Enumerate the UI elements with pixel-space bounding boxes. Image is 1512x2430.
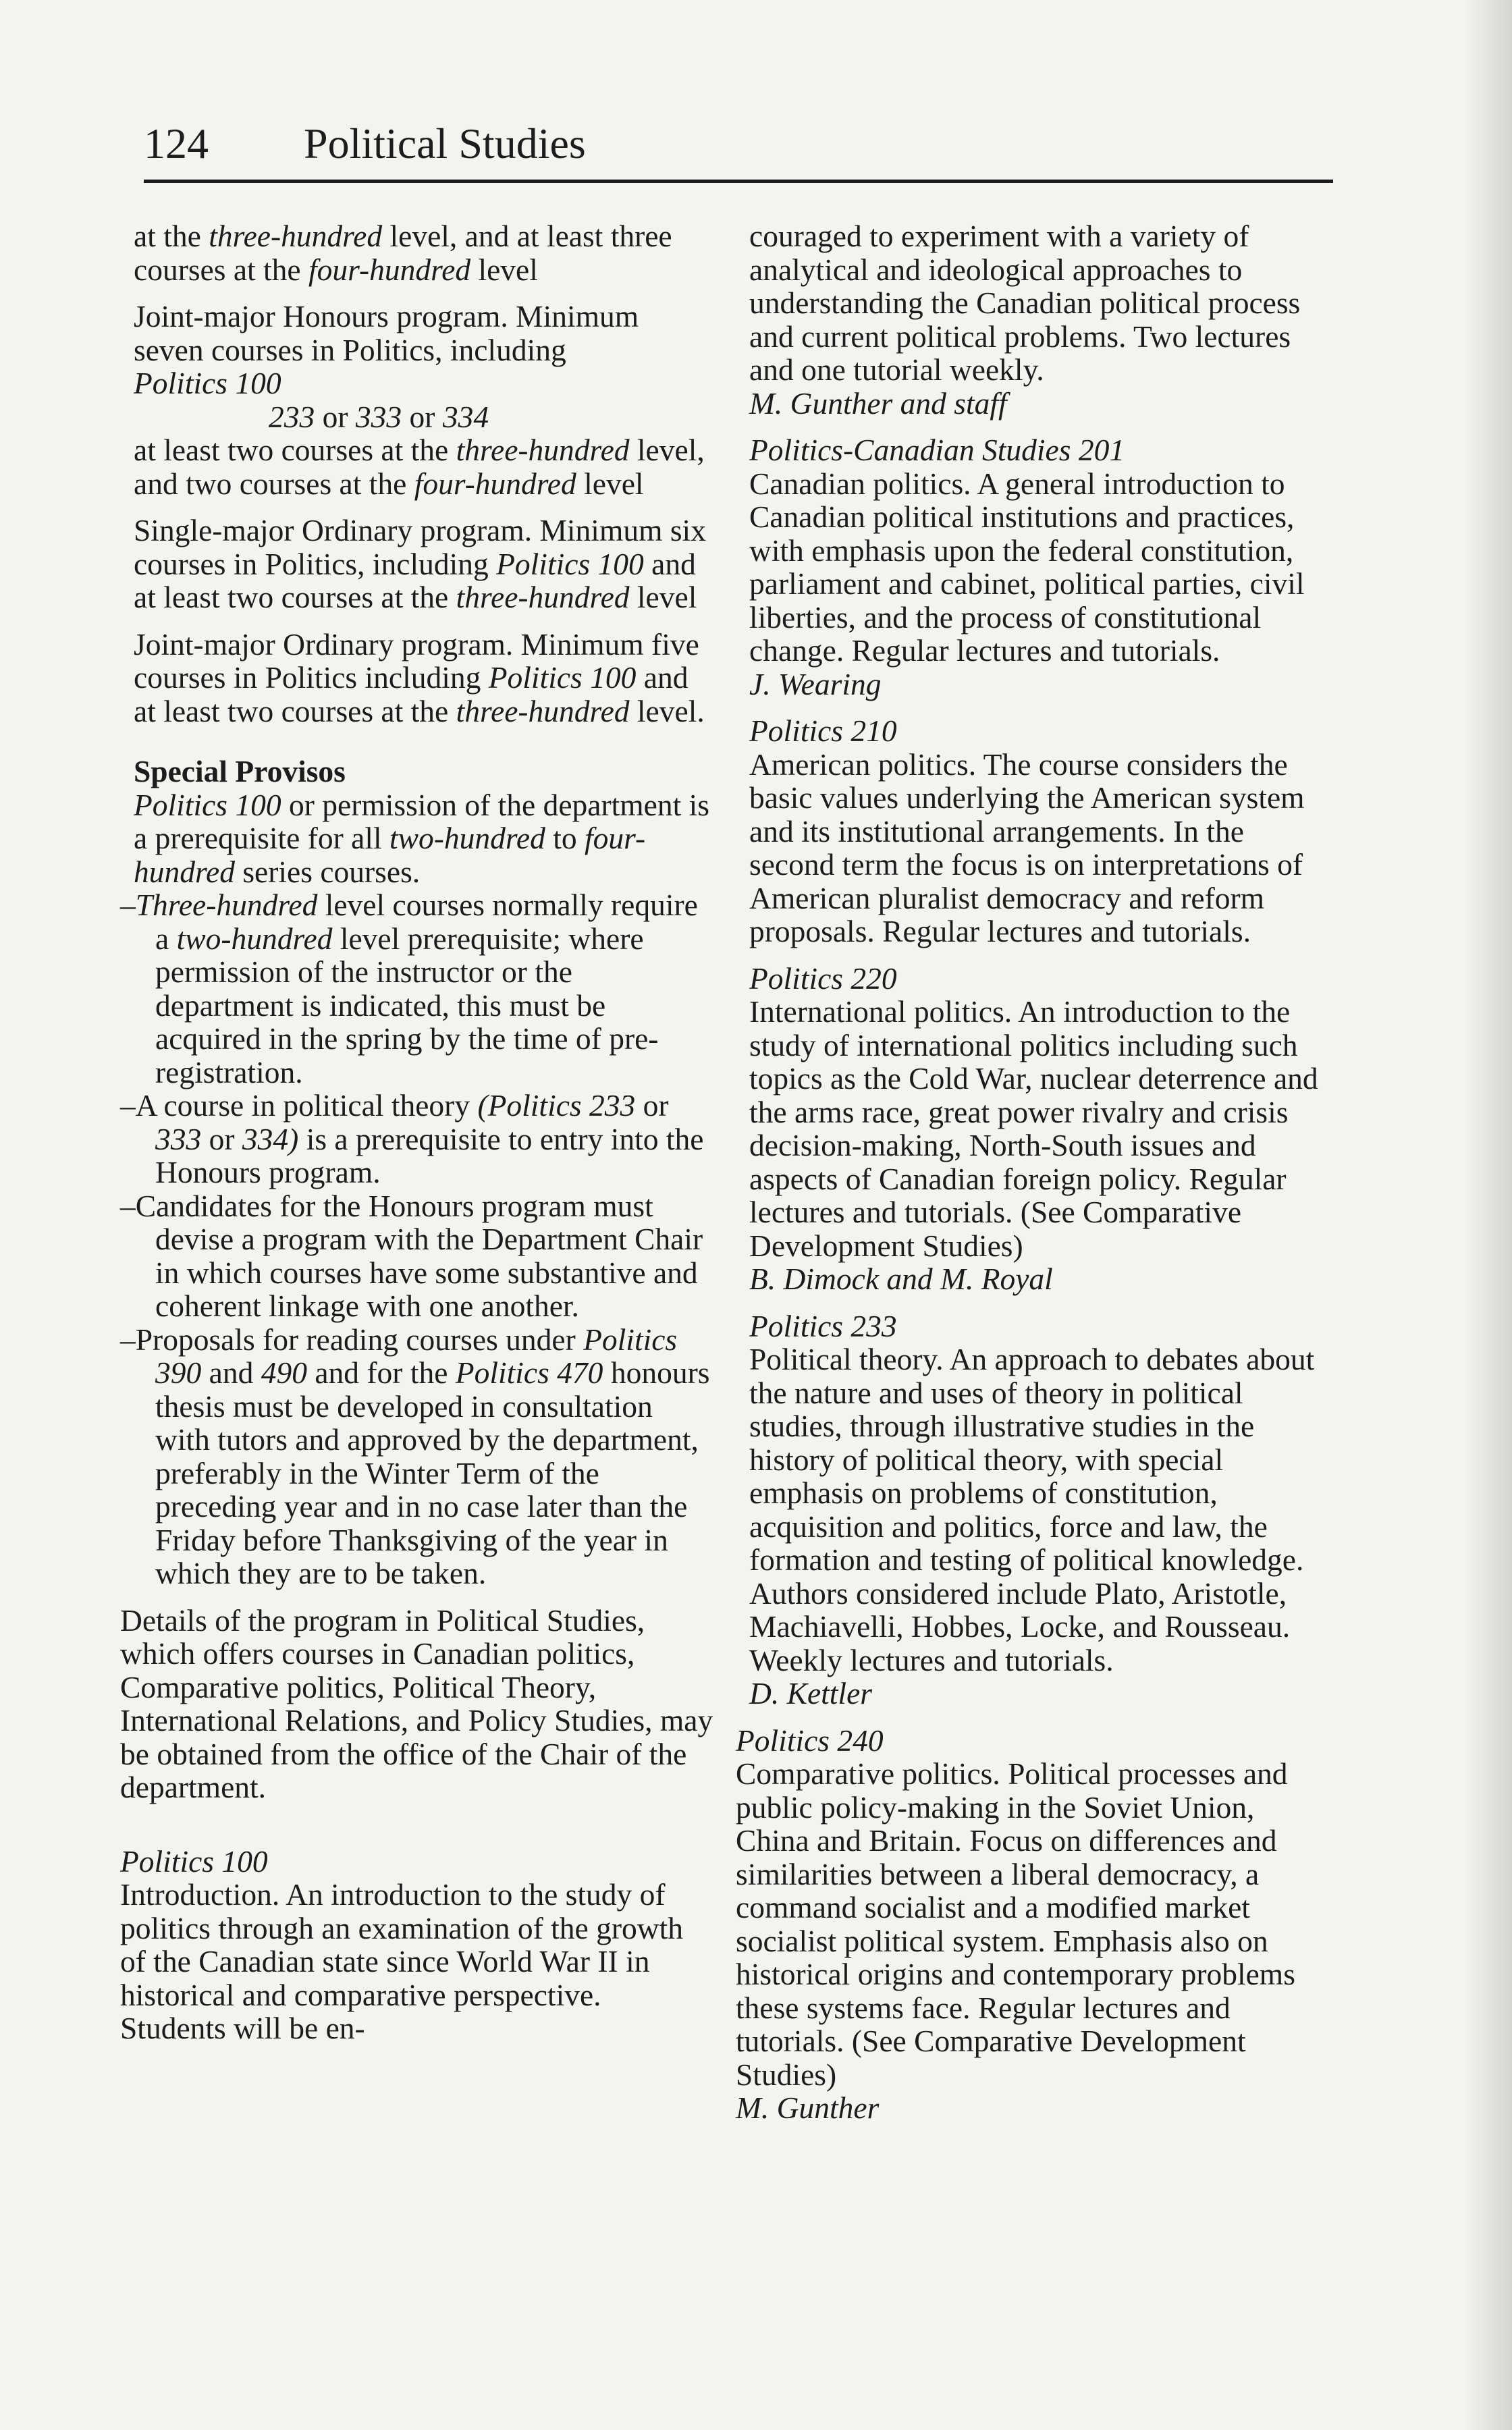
- course-title: Politics 240: [736, 1723, 884, 1758]
- course-title: Politics 220: [749, 961, 897, 996]
- program-details: Details of the program in Political Studies, which offers courses in Canadian politics, Comparative politics, Political Theory, International Relations, and Policy Studies, may be obtained from the office of the Chair of the department.: [120, 1602, 713, 1804]
- course-description: American politics. The course considers the basic values underlying the American system and its institutional arrangements. In the second term the focus is on interpretations of American pluralist democracy and reform proposals. Regular lectures and tutorials.: [749, 747, 1305, 948]
- header-rule: [144, 180, 1333, 183]
- course-politics-220: [736, 962, 1330, 1296]
- course-politics-240: [736, 1724, 1330, 2125]
- course-instructor: D. Kettler: [749, 1676, 872, 1710]
- course-instructor: M. Gunther and staff: [749, 385, 1007, 421]
- course-description: Canadian politics. A general introduction to Canadian political institutions and practices, with emphasis upon the federal constitution, parliament and cabinet, political parties, civil liberties, and the process of constitutional change. Regular lectures and tutorials.: [749, 466, 1305, 668]
- course-instructor: M. Gunther: [736, 2090, 880, 2125]
- course-description: Political theory. An approach to debates about the nature and uses of theory in political studies, through illustrative studies in the history of political theory, with special emphasis on problems of constitution, acquisition and politics, force and law, the formation and testing of political knowledge. Authors considered include Plato, Aristotle, Machiavelli, Hobbes, Locke, and Rousseau. Weekly lectures and tutorials.: [749, 1342, 1315, 1677]
- course-description: Introduction. An introduction to the study of politics through an examination of the growth of the Canadian state since World War II in historical and comparative perspective. Students will be en-: [120, 1877, 683, 2045]
- proviso-item: –A course in political theory (Politics 233 or 333 or 334) is a prerequisite to entry into the Honours program.: [120, 1088, 704, 1189]
- course-description: couraged to experiment with a variety of analytical and ideological approaches to understanding the Canadian political process and current political problems. Two lectures and one tutorial weekly.: [749, 219, 1301, 387]
- page-header: [144, 113, 1333, 174]
- right-column: [736, 219, 1330, 2125]
- course-politics-233: [736, 1310, 1330, 1710]
- course-title: Politics-Canadian Studies 201: [749, 433, 1125, 467]
- page-edge-shadow: [1465, 0, 1512, 2430]
- course-instructor: J. Wearing: [749, 666, 882, 701]
- provisos-intro: Politics 100 or permission of the department is a prerequisite for all two-hundred to four-hundred series courses.: [134, 787, 709, 889]
- course-politics-100: [120, 1845, 714, 2045]
- proviso-item: –Three-hundred level courses normally require a two-hundred level prerequisite; where permission of the instructor or the department is indicated, this must be acquired in the spring by the time of pre-registration.: [120, 888, 698, 1089]
- single-major-ordinary: Single-major Ordinary program. Minimum six courses in Politics, including Politics 100 and at least two courses at the three-hundred level: [134, 513, 706, 614]
- proviso-item: –Candidates for the Honours program must devise a program with the Department Chair in which courses have some substantive and coherent linkage with one another.: [120, 1188, 703, 1323]
- page-title: Political Studies: [304, 119, 586, 167]
- joint-major-honours-requirements: at least two courses at the three-hundred level, and two courses at the four-hundred level: [134, 433, 705, 501]
- joint-major-honours-options: 233 or 333 or 334: [269, 399, 489, 434]
- course-politics-210: [736, 714, 1330, 948]
- joint-major-honours: Joint-major Honours program. Minimum seven courses in Politics, including Politics 100: [134, 299, 639, 400]
- program-continuation: at the three-hundred level, and at least three courses at the four-hundred level: [134, 219, 672, 287]
- course-politics-canadian-studies-201: [736, 433, 1330, 701]
- special-provisos-heading: Special Provisos: [134, 754, 346, 788]
- course-title: Politics 210: [749, 713, 897, 748]
- course-instructor: B. Dimock and M. Royal: [749, 1262, 1053, 1296]
- proviso-item: –Proposals for reading courses under Politics 390 and 490 and for the Politics 470 honours thesis must be developed in consultation with tutors and approved by the department, preferably in the Winter Term of the preceding year and in no case later than the Friday before Thanksgiving of the year in which they are to be taken.: [120, 1322, 710, 1590]
- left-column: [120, 219, 714, 2045]
- course-politics-100-continued: [736, 219, 1330, 420]
- course-title: Politics 233: [749, 1308, 897, 1343]
- page-number: 124: [144, 119, 209, 167]
- joint-major-ordinary: Joint-major Ordinary program. Minimum five courses in Politics including Politics 100 and at least two courses at the three-hundred level.: [134, 626, 705, 728]
- course-description: Comparative politics. Political processes and public policy-making in the Soviet Union, China and Britain. Focus on differences and similarities between a liberal democracy, a command socialist and a modified market socialist political system. Emphasis also on historical origins and contemporary problems these systems face. Regular lectures and tutorials. (See Comparative Development Studies): [736, 1756, 1295, 2092]
- course-description: International politics. An introduction to the study of international politics including such topics as the Cold War, nuclear deterrence and the arms race, great power rivalry and crisis decision-making, North-South issues and aspects of Canadian foreign policy. Regular lectures and tutorials. (See Comparative Development Studies): [749, 994, 1318, 1263]
- course-title: Politics 100: [120, 1843, 268, 1879]
